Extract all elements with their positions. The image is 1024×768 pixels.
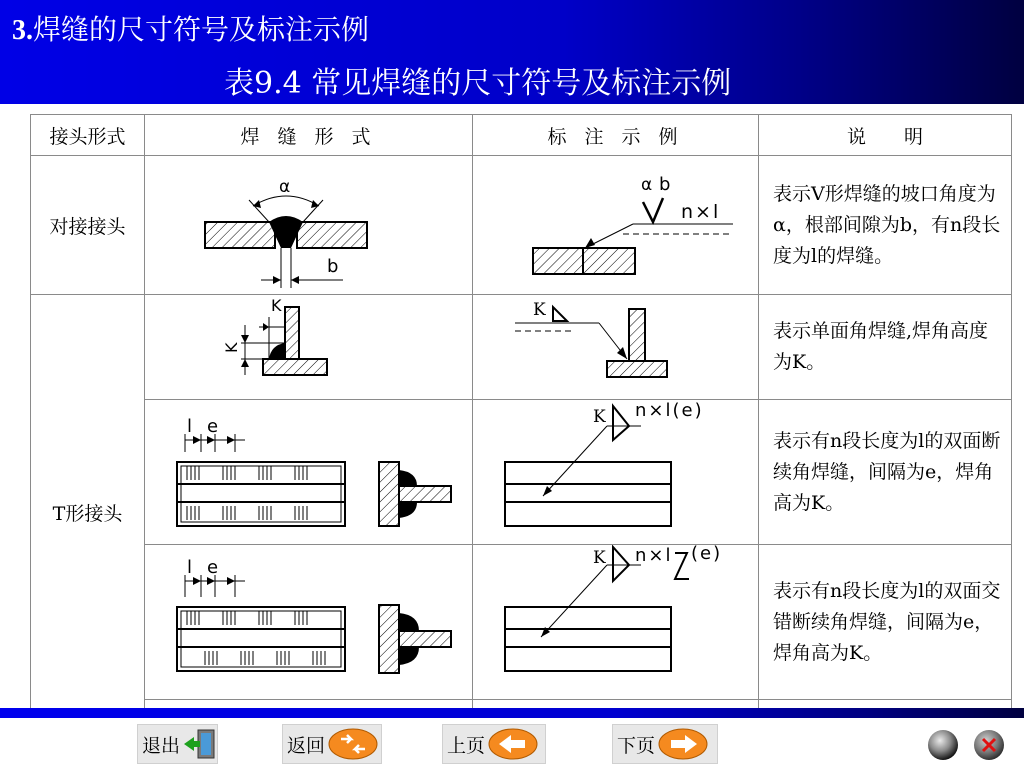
back-label: 返回: [287, 734, 326, 757]
t-single-annotation-drawing: [473, 295, 758, 399]
t-single-weld-drawing: [145, 295, 472, 399]
header-description: 说 明: [759, 115, 1012, 156]
joint-type-t: T形接头: [31, 295, 145, 709]
table-row: [31, 295, 1012, 400]
k-label: K: [271, 296, 282, 315]
k-label: K: [593, 407, 606, 427]
play-sound-button[interactable]: [928, 730, 958, 760]
t-staggered-annotation-drawing: [473, 545, 758, 699]
annotation-t-staggered: [473, 545, 759, 700]
next-page-button[interactable]: [612, 724, 718, 764]
e-label: e: [207, 416, 219, 437]
table-title: 表9.4 常见焊缝的尺寸符号及标注示例: [224, 66, 732, 101]
t-double-weld-drawing: [145, 400, 472, 544]
section-title: [12, 8, 369, 48]
section-title-text: 焊缝的尺寸符号及标注示例: [33, 13, 370, 46]
b-label: b: [327, 256, 339, 277]
weld-form-t-double-intermittent: [145, 400, 473, 545]
next-label: 下页: [617, 734, 656, 757]
t-double-annotation-drawing: [473, 400, 758, 544]
weld-form-t-single: [145, 295, 473, 400]
weld-form-butt: [145, 156, 473, 295]
butt-annotation-drawing: [473, 156, 758, 294]
description-t-single: 表示单面角焊缝,焊角高度为K。: [759, 295, 1012, 400]
annotation-butt: [473, 156, 759, 295]
mute-button[interactable]: [974, 730, 1004, 760]
t-staggered-weld-drawing: [145, 545, 472, 699]
b-label: b: [659, 174, 671, 195]
header-annotation-example: 标 注 示 例: [473, 115, 759, 156]
e-label: e: [207, 557, 219, 578]
weld-form-t-staggered: [145, 545, 473, 700]
table-header-row: [31, 115, 1012, 156]
joint-type-butt: 对接接头: [31, 156, 145, 295]
weld-symbol-table: [30, 114, 1012, 708]
footer-stripe: [0, 708, 1024, 718]
butt-weld-drawing: [145, 156, 472, 294]
nxl-label: n×l: [681, 201, 721, 223]
back-button[interactable]: [282, 724, 382, 764]
alpha-label: α: [641, 175, 653, 195]
l-label: l: [187, 416, 193, 437]
paren-e-label: (e): [691, 545, 723, 564]
table-row: [31, 545, 1012, 700]
header-joint-type: 接头形式: [31, 115, 145, 156]
nxl-label: n×l: [635, 545, 673, 566]
annotation-t-single: [473, 295, 759, 400]
description-t-staggered: 表示有n段长度为l的双面交错断续角焊缝，间隔为e，焊角高为K。: [759, 545, 1012, 700]
empty-cell: [145, 700, 473, 709]
k-label: K: [222, 342, 241, 353]
arrow-right-icon: [657, 727, 709, 761]
slide-content: [0, 104, 1024, 708]
mute-x-icon: [974, 730, 1004, 760]
alpha-label: α: [279, 177, 291, 197]
exit-door-icon: [182, 727, 217, 761]
exit-button[interactable]: [137, 724, 218, 764]
l-label: l: [187, 557, 193, 578]
prev-label: 上页: [447, 734, 486, 757]
arrow-left-icon: [487, 727, 539, 761]
empty-cell: [473, 700, 759, 709]
exit-label: 退出: [142, 734, 181, 757]
header-weld-form: 焊 缝 形 式: [145, 115, 473, 156]
annotation-t-double-intermittent: [473, 400, 759, 545]
k-label: K: [533, 300, 546, 320]
description-t-double-intermittent: 表示有n段长度为l的双面断续角焊缝，间隔为e，焊角高为K。: [759, 400, 1012, 545]
slide-footer: [0, 708, 1024, 768]
description-butt: 表示V形焊缝的坡口角度为α，根部间隙为b，有n段长度为l的焊缝。: [759, 156, 1012, 295]
prev-page-button[interactable]: [442, 724, 546, 764]
return-arrow-icon: [327, 727, 379, 761]
table-row: [31, 700, 1012, 709]
slide-header: [0, 0, 1024, 104]
table-row: [31, 400, 1012, 545]
k-label: K: [593, 548, 606, 568]
table-row: [31, 156, 1012, 295]
nxl-e-label: n×l(e): [635, 400, 704, 421]
section-number: 3.: [12, 15, 33, 46]
empty-cell: [759, 700, 1012, 709]
